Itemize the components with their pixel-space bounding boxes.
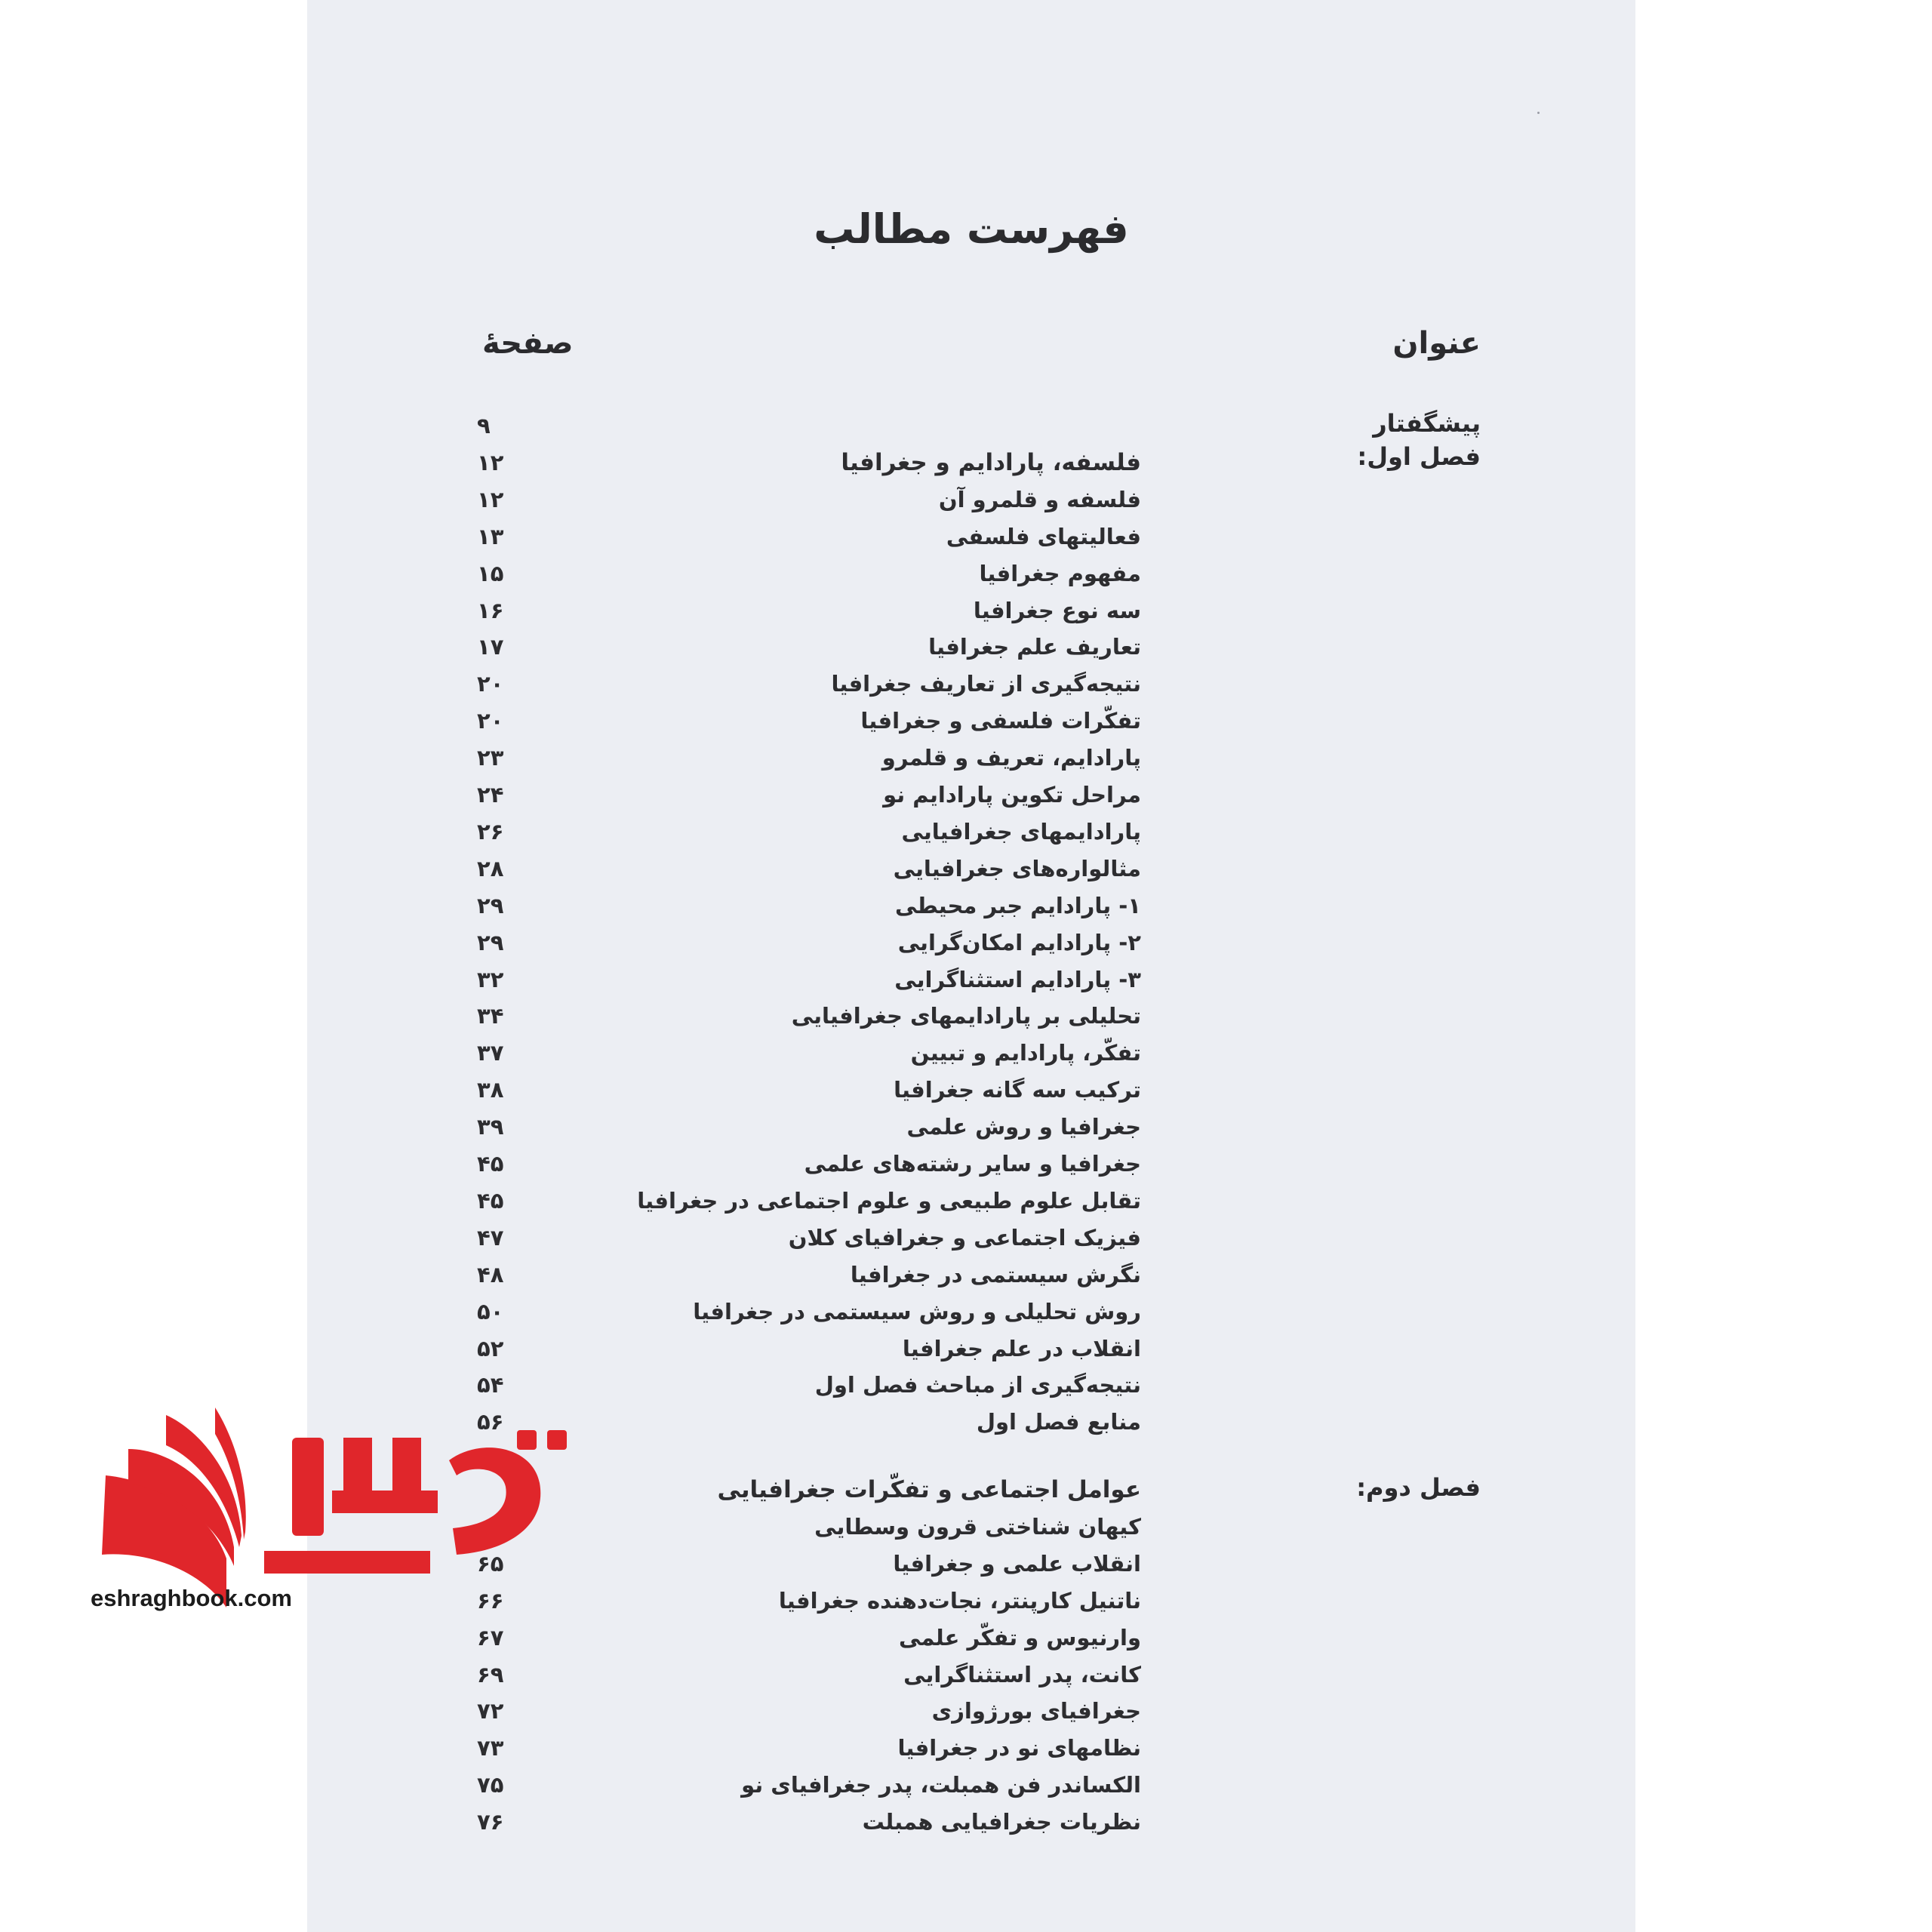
toc-entry-page: ۶۵ bbox=[477, 1550, 504, 1577]
toc-entry-page: ۳۲ bbox=[477, 966, 504, 992]
toc-entry bbox=[307, 1367, 1635, 1403]
toc-entry bbox=[307, 1035, 1635, 1071]
toc-entry-page: ۴۵ bbox=[477, 1187, 504, 1214]
toc-entry-page: ۳۷ bbox=[477, 1040, 504, 1066]
toc-entry-page: ۳۸ bbox=[477, 1077, 504, 1103]
toc-entry-title: کانت، پدر استثناگرایی bbox=[903, 1661, 1141, 1687]
toc-entry-title: ترکیب سه گانه جغرافیا bbox=[894, 1077, 1141, 1103]
toc-entry-title: نظامهای نو در جغرافیا bbox=[897, 1735, 1141, 1761]
toc-entry-title: پارادایم، تعریف و قلمرو bbox=[881, 745, 1141, 771]
toc-entry-title: مفهوم جغرافیا bbox=[979, 560, 1141, 586]
toc-entry-page: ۷۳ bbox=[477, 1735, 504, 1761]
toc-entry-page: ۳۴ bbox=[477, 1003, 504, 1029]
toc-entry bbox=[307, 481, 1635, 518]
toc-entry-page: ۷۵ bbox=[477, 1772, 504, 1798]
toc-entry-title: تعاریف علم جغرافیا bbox=[928, 634, 1141, 660]
watermark-url: eshraghbook.com bbox=[91, 1585, 292, 1611]
toc-entry-page: ۹ bbox=[477, 413, 491, 438]
toc-entry bbox=[307, 888, 1635, 924]
toc-entry-page: ۴۵ bbox=[477, 1151, 504, 1177]
toc-entry-page: ۲۹ bbox=[477, 892, 504, 918]
title-column-header: عنوان bbox=[1392, 326, 1481, 361]
toc-entry bbox=[307, 1072, 1635, 1108]
page-column-header: صفحهٔ bbox=[482, 326, 574, 361]
toc-entry bbox=[307, 961, 1635, 998]
toc-entry-page: ۲۸ bbox=[477, 855, 504, 881]
toc-entry-page: ۵۶ bbox=[477, 1409, 504, 1435]
toc-entry-title: فیزیک اجتماعی و جغرافیای کلان bbox=[788, 1224, 1141, 1251]
toc-entry bbox=[307, 777, 1635, 813]
toc-entry-page: ۱۵ bbox=[477, 560, 504, 586]
toc-entry bbox=[307, 924, 1635, 961]
toc-entry-page: ۲۶ bbox=[477, 818, 504, 844]
toc-entry-title: تقابل علوم طبیعی و علوم اجتماعی در جغرافیا bbox=[637, 1187, 1141, 1214]
toc-entry bbox=[307, 1620, 1635, 1656]
toc-entry bbox=[307, 1730, 1635, 1766]
toc-entry-title: جغرافیا و روش علمی bbox=[906, 1114, 1141, 1140]
toc-entry-page: ۲۹ bbox=[477, 929, 504, 955]
toc-entry bbox=[307, 408, 1635, 444]
toc-entry-title: عوامل اجتماعی و تفکّرات جغرافیایی bbox=[717, 1476, 1141, 1503]
toc-entry-title: منابع فصل اول bbox=[976, 1409, 1141, 1435]
toc-entry-title: ۳- پارادایم استثناگرایی bbox=[894, 966, 1141, 992]
toc-entry-page: ۱۲ bbox=[477, 486, 504, 512]
toc-entry-page: ۴۸ bbox=[477, 1261, 504, 1287]
toc-entry-page: ۳۹ bbox=[477, 1114, 504, 1140]
toc-entry-page: ۲۰ bbox=[477, 671, 504, 697]
toc-entry-page: ۵۴ bbox=[477, 1372, 504, 1398]
toc-entry-title: انقلاب علمی و جغرافیا bbox=[893, 1550, 1141, 1577]
chapter-2-label: فصل دوم: bbox=[1356, 1473, 1481, 1502]
toc-entry-page: ۲۳ bbox=[477, 745, 504, 771]
toc-entry-title: ناتنیل کارپنتر، نجات‌دهنده جغرافیا bbox=[778, 1587, 1141, 1614]
toc-entry-page: ۲۴ bbox=[477, 782, 504, 808]
toc-entry-title: نتیجه‌گیری از مباحث فصل اول bbox=[814, 1372, 1141, 1398]
speck bbox=[1537, 112, 1540, 114]
toc-entry bbox=[307, 1146, 1635, 1182]
toc-entry bbox=[307, 1767, 1635, 1803]
book-page bbox=[307, 0, 1635, 1932]
toc-entry-title: نگرش سیستمی در جغرافیا bbox=[850, 1261, 1141, 1287]
toc-entry-title: الکساندر فن همبلت، پدر جغرافیای نو bbox=[741, 1772, 1141, 1798]
toc-entry-title: مراحل تکوین پارادایم نو bbox=[883, 782, 1141, 808]
toc-entry-title: جغرافیای بورژوازی bbox=[931, 1698, 1141, 1724]
toc-entry-page: ۱۳ bbox=[477, 523, 504, 549]
toc-entry bbox=[307, 1804, 1635, 1840]
toc-entry-title: کیهان شناختی قرون وسطایی bbox=[814, 1513, 1141, 1540]
toc-entry bbox=[307, 998, 1635, 1034]
toc-entry-title: پارادایمهای جغرافیایی bbox=[901, 818, 1141, 844]
toc-entry-title: تفکّر، پارادایم و تبیین bbox=[910, 1040, 1141, 1066]
preface-label: پیشگفتار bbox=[1373, 409, 1481, 438]
toc-entry bbox=[307, 666, 1635, 702]
toc-entry-title: نتیجه‌گیری از تعاریف جغرافیا bbox=[831, 671, 1141, 697]
toc-entry bbox=[307, 851, 1635, 887]
toc-entry bbox=[307, 1294, 1635, 1330]
toc-entry bbox=[307, 703, 1635, 739]
toc-entry-title: جغرافیا و سایر رشته‌های علمی bbox=[804, 1151, 1141, 1177]
toc-entry bbox=[307, 814, 1635, 850]
toc-entry bbox=[307, 1657, 1635, 1693]
toc-entry-title: روش تحلیلی و روش سیستمی در جغرافیا bbox=[693, 1298, 1141, 1324]
toc-entry-page: ۶۷ bbox=[477, 1624, 504, 1651]
toc-entry bbox=[307, 1257, 1635, 1293]
toc-entry-page: ۶۹ bbox=[477, 1661, 504, 1687]
toc-entry-title: ۲- پارادایم امکان‌گرایی bbox=[897, 929, 1141, 955]
toc-entry bbox=[307, 1183, 1635, 1219]
toc-entry bbox=[307, 1220, 1635, 1256]
toc-entry bbox=[307, 1109, 1635, 1145]
toc-entry bbox=[307, 445, 1635, 481]
toc-entry-title: تفکّرات فلسفی و جغرافیا bbox=[860, 708, 1141, 734]
toc-entry-title: وارنیوس و تفکّر علمی bbox=[899, 1624, 1141, 1651]
toc-entry-title: تحلیلی بر پارادایمهای جغرافیایی bbox=[791, 1003, 1141, 1029]
toc-entry-page: ۵۰ bbox=[477, 1298, 504, 1324]
toc-entry-page: ۷۲ bbox=[477, 1698, 504, 1724]
toc-entry-title: مثالواره‌های جغرافیایی bbox=[893, 855, 1141, 881]
toc-entry bbox=[307, 1693, 1635, 1729]
toc-entry-title: فلسفه و قلمرو آن bbox=[938, 486, 1141, 512]
toc-entry-title: نظریات جغرافیایی همبلت bbox=[862, 1809, 1141, 1835]
toc-entry-page: ۵۲ bbox=[477, 1335, 504, 1361]
toc-entry-title: انقلاب در علم جغرافیا bbox=[902, 1335, 1141, 1361]
toc-entry bbox=[307, 518, 1635, 555]
toc-entry-page: ۶۶ bbox=[477, 1587, 504, 1614]
page-title: فهرست مطالب bbox=[814, 205, 1129, 253]
toc-entry bbox=[307, 629, 1635, 665]
toc-entry bbox=[307, 1331, 1635, 1367]
toc-entry-page: ۱۷ bbox=[477, 634, 504, 660]
toc-entry-title: ۱- پارادایم جبر محیطی bbox=[895, 892, 1141, 918]
toc-entry-title: سه نوع جغرافیا bbox=[973, 597, 1141, 623]
toc-entry bbox=[307, 592, 1635, 629]
toc-entry-page: ۲۰ bbox=[477, 708, 504, 734]
toc-entry-page: ۴۷ bbox=[477, 1224, 504, 1251]
chapter-1-label: فصل اول: bbox=[1357, 442, 1481, 471]
toc-entry-page: ۱۲ bbox=[477, 449, 504, 475]
toc-entry-title: فعالیتهای فلسفی bbox=[946, 523, 1141, 549]
toc-entry bbox=[307, 555, 1635, 592]
toc-entry bbox=[307, 740, 1635, 776]
toc-entry-title: فلسفه، پارادایم و جغرافیا bbox=[841, 448, 1141, 476]
toc-entry-page: ۷۶ bbox=[477, 1809, 504, 1835]
toc-entry-page: ۱۶ bbox=[477, 597, 504, 623]
